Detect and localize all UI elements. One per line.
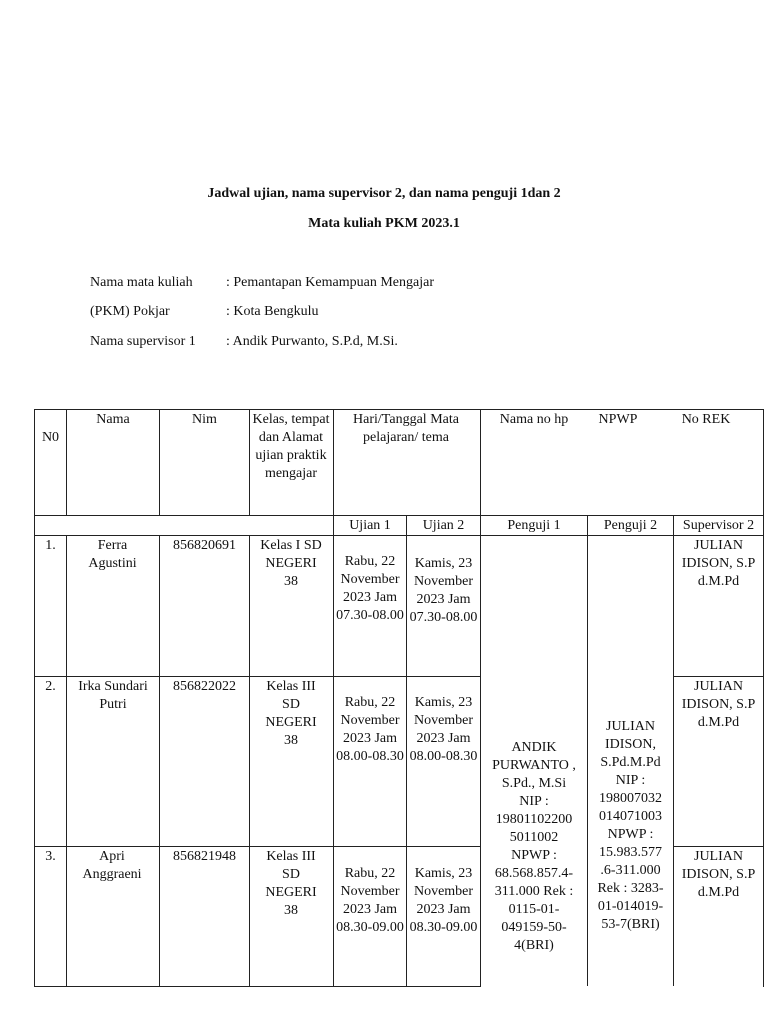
table-line xyxy=(763,409,764,987)
table-line xyxy=(673,676,764,677)
row1-nama: Ferra Agustini xyxy=(88,538,137,571)
penguji1-merged: ANDIK PURWANTO , S.Pd., M.Si NIP : 19801102200 5011002 NPWP : 68.568.857.4- 311.000 Rek : 0115-01- 049159-50- 4(BRI) xyxy=(492,740,576,953)
table-line xyxy=(66,535,67,987)
penguji2-merged: JULIAN IDISON, S.Pd.M.Pd NIP : 198007032 014071003 NPWP : 15.983.577 .6-311.000 Rek : 3283- 01-014019- 53-7(BRI) xyxy=(597,719,664,932)
row2-supervisor2: JULIAN IDISON, S.P d.M.Pd xyxy=(681,679,756,730)
row2-no: 2. xyxy=(45,679,56,694)
header-ujian1: Ujian 1 xyxy=(349,518,391,533)
row3-no: 3. xyxy=(45,849,56,864)
row3-supervisor2: JULIAN IDISON, S.P d.M.Pd xyxy=(681,849,756,900)
supervisor1-label: Nama supervisor 1 xyxy=(90,334,196,349)
header-penguji2: Penguji 2 xyxy=(603,518,658,533)
table-line xyxy=(34,846,481,847)
course-label: Nama mata kuliah xyxy=(90,275,193,290)
header-penguji1: Penguji 1 xyxy=(507,518,561,533)
row3-nim: 856821948 xyxy=(173,849,236,864)
header-npwp: NPWP xyxy=(598,412,638,427)
header-nim: Nim xyxy=(192,412,217,427)
header-supervisor2: Supervisor 2 xyxy=(682,518,755,533)
document-subtitle: Mata kuliah PKM 2023.1 xyxy=(308,216,460,231)
table-line xyxy=(34,986,481,987)
table-line xyxy=(34,676,481,677)
row2-nama: Irka Sundari Putri xyxy=(78,679,148,712)
row1-no: 1. xyxy=(45,538,56,553)
row1-nim: 856820691 xyxy=(173,538,236,553)
table-line xyxy=(249,535,250,987)
header-no: N0 xyxy=(41,430,60,445)
header-kelas: Kelas, tempat dan Alamat ujian praktik mengajar xyxy=(252,412,330,481)
row3-nama: Apri Anggraeni xyxy=(82,849,142,882)
row1-kelas: Kelas I SD NEGERI 38 xyxy=(260,538,322,589)
row3-ujian1: Rabu, 22 November 2023 Jam 08.30-09.00 xyxy=(336,866,404,935)
header-ujian2: Ujian 2 xyxy=(422,518,465,533)
table-line xyxy=(34,535,764,536)
course-value: : Pemantapan Kemampuan Mengajar xyxy=(226,275,434,290)
table-line xyxy=(34,515,764,516)
row1-ujian1: Rabu, 22 November 2023 Jam 07.30-08.00 xyxy=(336,554,404,623)
header-rek: No REK xyxy=(681,412,731,427)
table-line xyxy=(34,409,764,410)
table-line xyxy=(673,846,764,847)
row2-kelas: Kelas III SD NEGERI 38 xyxy=(265,679,317,748)
document-title: Jadwal ujian, nama supervisor 2, dan nama penguji 1dan 2 xyxy=(207,186,561,201)
row1-ujian2: Kamis, 23 November 2023 Jam 07.30-08.00 xyxy=(409,556,478,625)
row2-ujian1: Rabu, 22 November 2023 Jam 08.00-08.30 xyxy=(336,695,404,764)
header-hari: Hari/Tanggal Mata pelajaran/ tema xyxy=(353,412,459,445)
table-line xyxy=(480,409,481,987)
table-line xyxy=(34,409,35,987)
table-line xyxy=(159,535,160,987)
supervisor1-value: : Andik Purwanto, S.P.d, M.Si. xyxy=(226,334,398,349)
table-line xyxy=(249,409,250,515)
pokjar-label: (PKM) Pokjar xyxy=(90,304,170,319)
row2-ujian2: Kamis, 23 November 2023 Jam 08.00-08.30 xyxy=(409,695,478,764)
row3-kelas: Kelas III SD NEGERI 38 xyxy=(265,849,317,918)
pokjar-value: : Kota Bengkulu xyxy=(226,304,319,319)
row1-supervisor2: JULIAN IDISON, S.P d.M.Pd xyxy=(681,538,756,589)
header-nama: Nama xyxy=(96,412,130,427)
table-line xyxy=(673,515,674,986)
header-hp: Nama no hp xyxy=(499,412,569,427)
row3-ujian2: Kamis, 23 November 2023 Jam 08.30-09.00 xyxy=(409,866,478,935)
row2-nim: 856822022 xyxy=(173,679,236,694)
table-line xyxy=(587,515,588,986)
